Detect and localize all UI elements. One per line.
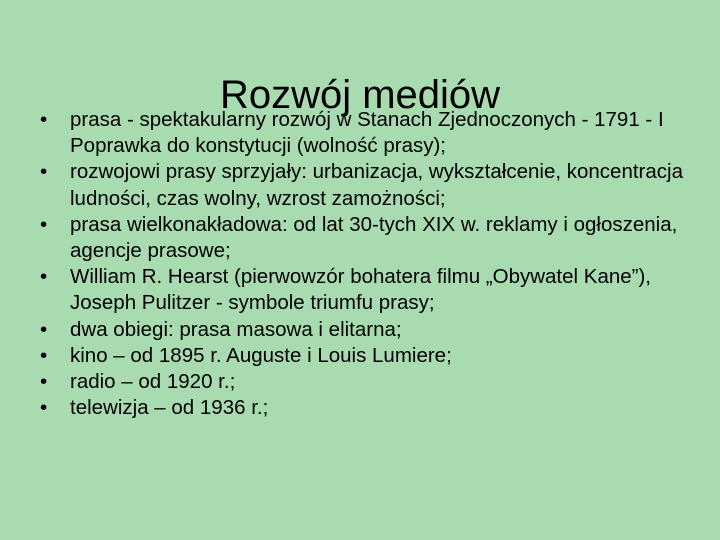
list-item	[40, 317, 690, 343]
bullet-list	[40, 107, 690, 421]
bullet-icon: •	[40, 317, 48, 341]
list-item-text: kino – od 1895 r. Auguste i Louis Lumiere;	[70, 343, 452, 367]
list-item	[40, 107, 690, 159]
list-item	[40, 264, 690, 316]
list-item-text: William R. Hearst (pierwowzór bohatera filmu „Obywatel Kane”), Joseph Pulitzer - symbole triumfu prasy;	[70, 265, 652, 315]
list-item	[40, 159, 690, 211]
list-item-text: rozwojowi prasy sprzyjały: urbanizacja, wykształcenie, koncentracja ludności, czas wolny, wzrost zamożności;	[70, 160, 683, 210]
bullet-icon: •	[40, 265, 48, 289]
list-item-text: radio – od 1920 r.;	[70, 370, 236, 394]
bullet-icon: •	[40, 370, 48, 394]
bullet-icon: •	[40, 212, 48, 236]
list-item	[40, 369, 690, 395]
bullet-icon: •	[40, 108, 48, 131]
list-item-text: prasa wielkonakładowa: od lat 30-tych XIX w. reklamy i ogłoszenia, agencje prasowe;	[70, 212, 678, 263]
list-item-text: dwa obiegi: prasa masowa i elitarna;	[70, 317, 402, 341]
slide-title: Rozwój mediów	[219, 72, 501, 117]
list-item	[40, 395, 690, 421]
list-item-text: telewizja – od 1936 r.;	[70, 396, 269, 420]
bullet-icon: •	[40, 343, 48, 367]
list-item-text: prasa - spektakularny rozwój w Stanach Zjednoczonych - 1791 - I Poprawka do konstytucji (wolność prasy);	[70, 108, 664, 158]
list-item	[40, 343, 690, 369]
bullet-icon: •	[40, 160, 48, 184]
list-item	[40, 212, 690, 264]
bullet-icon: •	[40, 396, 48, 420]
